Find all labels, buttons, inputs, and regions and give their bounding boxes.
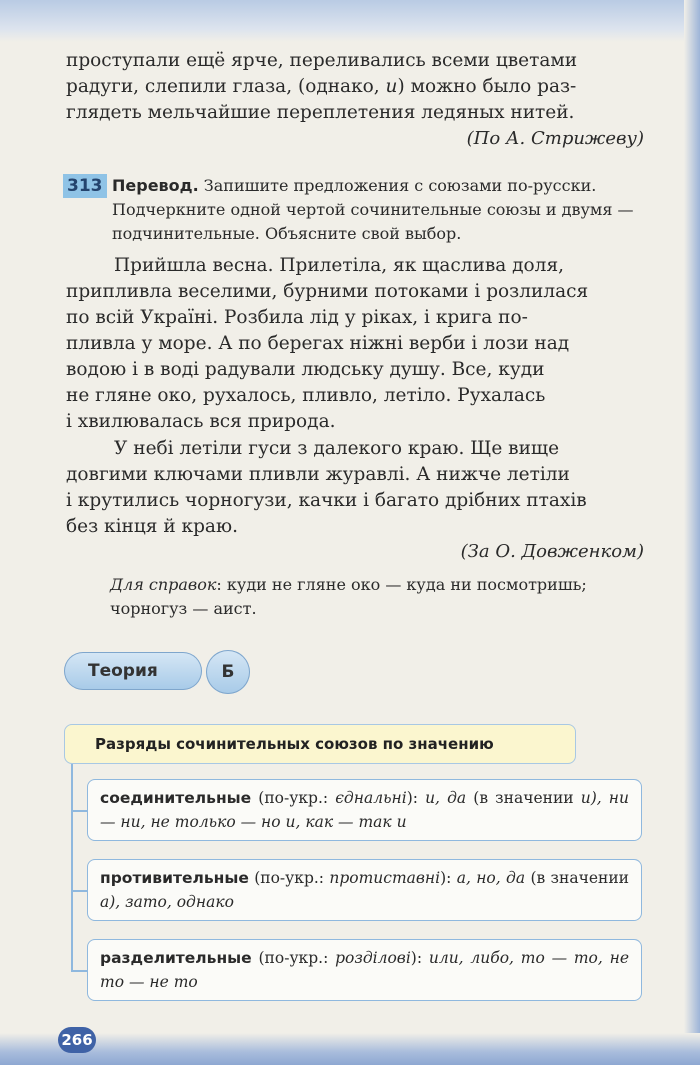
theory-label: Теория [64, 652, 202, 690]
exercise-number: 313 [63, 174, 107, 198]
passage-top [66, 48, 644, 126]
connector-line [71, 764, 73, 972]
ukr-prefix: (по-укр.: [251, 789, 336, 807]
text-line: припливла веселими, бурними потоками і розлилася [66, 281, 589, 302]
text-line: без кінця й краю. [66, 516, 238, 537]
text-line: не гляне око, рухалось, пливло, летіло. Рухалась [66, 385, 546, 406]
text-line: і хвилювалась вся природа. [66, 411, 336, 432]
ukr-suffix: ): [410, 949, 429, 967]
ukr-suffix: ): [440, 869, 457, 887]
category-name: соединительные [100, 789, 252, 807]
ukr-term: єднальні [335, 789, 407, 807]
exercise-instruction-text: Запишите предложения с союзами по-русски. Подчеркните одной чертой сочинительные союзы и двумя — подчинительные. Объясните свой выбор. [112, 176, 634, 243]
connector-branch [71, 810, 87, 812]
note: (в значении [466, 789, 581, 807]
top-decor-band [0, 0, 700, 42]
connector-branch [71, 890, 87, 892]
passage-top-line: проступали ещё ярче, переливались всеми цветами [66, 50, 578, 71]
ukr-term: протиставні [329, 869, 441, 887]
examples: и, да [425, 789, 467, 807]
ukr-prefix: (по-укр.: [248, 869, 330, 887]
examples: а), зато, однако [100, 893, 234, 911]
note: (в значении [525, 869, 629, 887]
category-adversative [87, 859, 642, 921]
category-name: разделительные [100, 949, 252, 967]
text-line: У небі летіли гуси з далекого краю. Ще вище [114, 438, 560, 459]
ukr-prefix: (по-укр.: [251, 949, 336, 967]
signature-dovzhenko: (За О. Довженком) [460, 541, 644, 562]
examples: а, но, да [456, 869, 526, 887]
reference-note [110, 573, 644, 621]
passage-top-line: глядеть мельчайшие переплетения ледяных нитей. [66, 102, 575, 123]
category-disjunctive [87, 939, 642, 1001]
table-header: Разряды сочинительных союзов по значению [64, 724, 576, 764]
ukrainian-paragraph-1 [66, 253, 644, 435]
ukr-suffix: ): [406, 789, 426, 807]
signature-strizhev: (По А. Стрижеву) [466, 128, 644, 149]
passage-top-line: радуги, слепили глаза, (однако, и) можно было раз- [66, 76, 577, 97]
bottom-decor-band [0, 1033, 700, 1065]
exercise-instruction [112, 174, 644, 246]
reference-text: : куди не гляне око — куда ни посмотришь; чорногуз — аист. [110, 575, 587, 618]
text-line: Прийшла весна. Прилетіла, як щаслива доля, [114, 255, 564, 276]
text-line: і крутились чорногузи, качки і багато дрібних птахів [66, 490, 587, 511]
examples: и), ни — ни, не только — но и, как — так и [100, 789, 629, 831]
page-edge-decor [684, 0, 700, 1065]
category-name: противительные [100, 869, 249, 887]
text-line: пливла у море. А по берегах ніжні верби і лози над [66, 333, 570, 354]
theory-badge: Б [206, 650, 250, 694]
page-number: 266 [58, 1027, 96, 1053]
reference-label: Для справок [110, 575, 217, 594]
examples: или, либо, то — то, не то — не то [100, 949, 629, 991]
text-line: по всій Україні. Розбила лід у ріках, і крига по- [66, 307, 528, 328]
ukr-term: розділові [335, 949, 411, 967]
text-line: довгими ключами пливли журавлі. А нижче летіли [66, 464, 570, 485]
text-line: водою і в воді радували людську душу. Все, куди [66, 359, 545, 380]
category-connective [87, 779, 642, 841]
exercise-title: Перевод. [112, 176, 199, 195]
connector-branch [71, 970, 87, 972]
ukrainian-paragraph-2 [66, 436, 644, 540]
